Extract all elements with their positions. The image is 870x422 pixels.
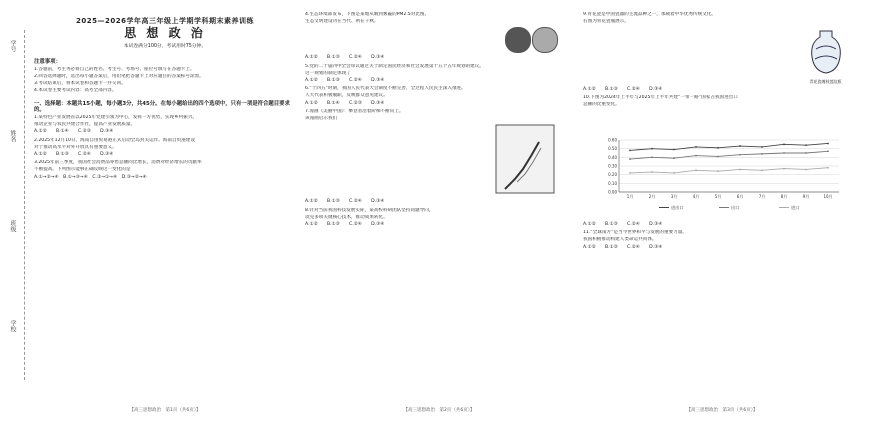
y-tick-label: 0.40 <box>608 154 617 160</box>
cut-line <box>24 30 25 380</box>
data-point <box>629 172 631 174</box>
gutter-label: 学校 <box>9 320 16 332</box>
y-tick-label: 0.10 <box>608 180 617 186</box>
exam-meta: 本试卷满分100分，考试用时75分钟。 <box>123 44 207 50</box>
y-tick-label: 0.30 <box>608 163 617 169</box>
question-text: 人大代表积极履职，反映群众意见建议。 <box>305 93 388 99</box>
note-item: 4.本试卷主要考试内容：高考全部内容。 <box>34 88 117 94</box>
data-point <box>739 154 741 156</box>
question-text: 2.2025年12月10日，海南自由贸易港正式启动全岛封关运作。海南自贸港建设 <box>34 137 195 143</box>
y-tick-label: 0.20 <box>608 172 617 178</box>
data-point <box>805 169 807 171</box>
data-point <box>761 169 763 171</box>
binding-gutter <box>6 30 26 380</box>
gutter-label: 姓名 <box>9 130 16 142</box>
question-text: 6.“十四五”时期，我国人民代表大会制度不断完善，全过程人民民主深入推进。 <box>305 86 466 92</box>
question-text: 8.针对当前我国科技发展实际，某高校科研团队坚持问题导向， <box>305 207 434 213</box>
x-tick-label: 10月 <box>823 194 833 199</box>
question <box>305 86 573 107</box>
data-point <box>739 169 741 171</box>
data-point <box>783 168 785 170</box>
data-point <box>805 152 807 154</box>
question-text: 1.某特色产业发展省以2025年党建引领为中心，发挥一方优势，实现乡村振兴。 <box>34 115 198 121</box>
answer-options: A.①→②→④ B.①→③→④ C.②→①→④ D.③→②→④ <box>34 174 147 180</box>
page-3 <box>583 12 861 412</box>
section-heading: 一、选择题：本题共15小题，每小题3分，共45分。在每小题给出的四个选项中，只有一项是符合题目要求的。 <box>34 100 290 113</box>
legend-label: 出口 <box>731 205 740 210</box>
question <box>34 138 296 159</box>
data-point <box>761 146 763 148</box>
gutter-label: 班级 <box>9 220 16 232</box>
y-tick-label: 0.50 <box>608 146 617 152</box>
question-text: 该漫画启示我们 <box>305 116 338 122</box>
data-point <box>695 146 697 148</box>
question <box>305 12 573 62</box>
y-tick-label: 0.60 <box>608 137 617 143</box>
data-point <box>651 171 653 173</box>
answer-options: A.①② B.①④ C.②③ D.③④ <box>34 129 114 135</box>
data-point <box>673 172 675 174</box>
question-text: 总额的比重变化。 <box>583 102 620 108</box>
page-footer: 【高三思想政治 第2页（共6页）】 <box>403 407 475 412</box>
data-point <box>783 152 785 154</box>
y-tick-label: 0.00 <box>608 189 617 195</box>
answer-options: A.①② B.①③ C.②④ D.③④ <box>34 152 114 158</box>
x-tick-label: 3月 <box>670 194 678 199</box>
legend-label: 进出口 <box>671 205 684 210</box>
answer-options: A.①② B.①③ C.②④ D.③④ <box>305 199 385 205</box>
data-point <box>673 157 675 159</box>
answer-options: A.①② B.①③ C.②④ D.③④ <box>305 78 385 84</box>
question-text: 7.漫画《美丽中国》：攀登者沿着阶梯不断向上。 <box>305 108 404 114</box>
data-point <box>695 169 697 171</box>
data-point <box>761 153 763 155</box>
data-point <box>629 158 631 160</box>
vase-icon <box>806 29 846 75</box>
data-point <box>827 143 829 145</box>
question <box>583 12 861 93</box>
question-text: 4.生态环境部发布，下图是某地从晴到雾霾的PM2.5对比图。 <box>305 12 430 17</box>
question-text: 10.下图为2024年上半年与2025年上半年共建“一带一路”国家占我国进出口 <box>583 95 738 101</box>
x-tick-label: 5月 <box>714 194 722 199</box>
data-point <box>783 143 785 145</box>
data-point <box>827 167 829 169</box>
page-footer: 【高三思想政治 第3页（共6页）】 <box>686 407 758 412</box>
x-tick-label: 8月 <box>780 194 788 199</box>
data-point <box>739 145 741 147</box>
note-item: 3.考试结束后，将本试卷和答题卡一并交回。 <box>34 81 126 87</box>
x-tick-label: 7月 <box>758 194 766 199</box>
data-point <box>805 144 807 146</box>
cartoon-stairs-icon <box>495 124 555 194</box>
question <box>305 109 573 206</box>
notes-heading: 注意事项： <box>34 58 61 65</box>
question-text: 不断提高。下列图示能够正确反映这一变化的是 <box>34 167 131 173</box>
question <box>583 230 861 251</box>
x-tick-label: 4月 <box>692 194 700 199</box>
data-point <box>717 170 719 172</box>
x-tick-label: 2月 <box>648 194 656 199</box>
question-text: 3.2025年前三季度，我国社会消费品零售总额同比增长，消费对经济增长的贡献率 <box>34 160 202 166</box>
question-text: 攻克多项关键核心技术，推动成果转化。 <box>305 214 388 220</box>
q10-options <box>583 222 861 253</box>
trade-share-chart <box>597 136 847 214</box>
question-text: 11.“全球南方”是当今世界和平与发展的重要力量。 <box>583 230 687 236</box>
series-line <box>630 143 828 150</box>
question <box>305 64 573 85</box>
question-text: 推动企业与农民共建合作社，提高产业发展质量。 <box>34 122 136 128</box>
note-item: 1.答题前，考生务必将自己的姓名、考生号、考场号、座位号填写在答题卡上。 <box>34 66 195 72</box>
answer-options: A.①② B.①③ C.②④ D.③④ <box>305 55 385 61</box>
data-point <box>651 148 653 150</box>
vase-figure <box>798 29 853 84</box>
note-item: 2.回答选择题时，选出每小题答案后，用铅笔把答题卡上对应题目的答案标号涂黑。 <box>34 74 204 80</box>
page-1 <box>34 12 296 412</box>
data-point <box>629 150 631 152</box>
series-line <box>630 151 828 159</box>
subject-title: 思 想 政 治 <box>124 26 206 41</box>
cartoon-image <box>495 124 573 197</box>
question <box>583 95 861 108</box>
data-point <box>827 150 829 152</box>
exam-title: 2025—2026学年高三年级上学期学科期末素养训练 <box>76 17 254 25</box>
question-text: 9.青花瓷是中国瓷器的主流品种之一，承载着中华优秀传统文化。 <box>583 12 717 17</box>
question-text: 右图为青花瓷瓶展示。 <box>583 19 629 25</box>
answer-options: A.①② B.①④ C.②③ D.③④ <box>305 100 385 106</box>
gutter-label: 学号 <box>9 40 16 52</box>
question <box>34 160 296 181</box>
data-point <box>717 156 719 158</box>
series-line <box>630 168 828 173</box>
data-point <box>673 149 675 151</box>
pm-light-image <box>532 27 558 53</box>
question-text: 对于推动高水平对外开放具有重要意义。 <box>34 144 117 150</box>
question-text: 生态文明建设功在当代、利在千秋。 <box>305 19 379 25</box>
answer-options: A.①② B.①③ C.②④ D.③④ <box>583 86 663 92</box>
question-text: 5.党的二十届四中全会审议通过关于制定国民经济和社会发展第十五个五年规划的建议。 <box>305 63 484 69</box>
data-point <box>695 155 697 157</box>
page-2 <box>305 12 573 412</box>
vase-caption: 青花瓷缠枝莲纹瓶 <box>809 78 842 84</box>
answer-options: A.①② B.①③ C.②④ D.③④ <box>583 222 663 227</box>
answer-options: A.①② B.①③ C.②④ D.③④ <box>583 244 663 250</box>
data-point <box>651 156 653 158</box>
x-tick-label: 1月 <box>626 194 634 199</box>
question-text: 我国积极推动构建人类命运共同体。 <box>583 237 657 243</box>
x-tick-label: 6月 <box>736 194 744 199</box>
legend-label: 进口 <box>791 205 800 210</box>
pm-dark-image <box>505 27 531 53</box>
data-point <box>717 147 719 149</box>
x-tick-label: 9月 <box>802 194 810 199</box>
question <box>305 208 573 229</box>
page-footer: 【高三思想政治 第1页（共6页）】 <box>129 407 201 412</box>
question <box>34 115 296 136</box>
answer-options: A.①② B.①③ C.②④ D.③④ <box>305 222 385 228</box>
question-text: 这一规划的制定体现了 <box>305 70 351 76</box>
pm-image <box>505 27 573 53</box>
